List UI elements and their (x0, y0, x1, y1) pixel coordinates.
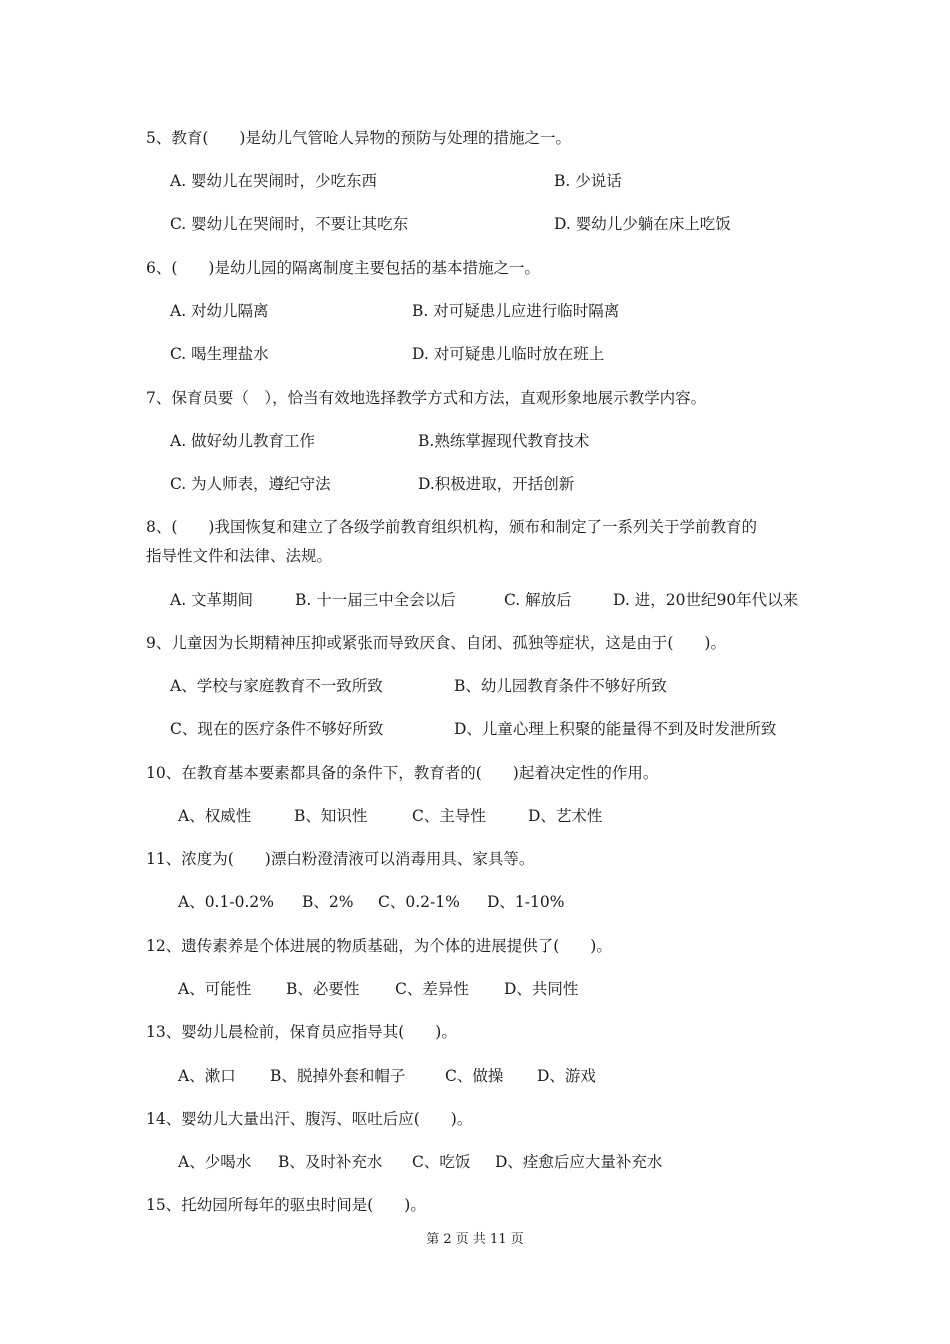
question-5-option-d: D. 婴幼儿少躺在床上吃饭 (554, 215, 731, 233)
question-12-option-a: A、可能性 (178, 980, 252, 998)
question-13-option-b: B、脱掉外套和帽子 (270, 1067, 406, 1085)
question-9-option-b: B、幼儿园教育条件不够好所致 (454, 677, 667, 695)
question-9-option-d: D、儿童心理上积聚的能量得不到及时发泄所致 (454, 720, 777, 738)
question-12-option-b: B、必要性 (286, 980, 360, 998)
question-12-option-d: D、共同性 (504, 980, 579, 998)
question-9-option-c: C、现在的医疗条件不够好所致 (170, 720, 384, 738)
question-11-option-a: A、0.1-0.2% (178, 893, 274, 911)
question-6-option-a: A. 对幼儿隔离 (170, 302, 269, 320)
question-7-option-b: B.熟练掌握现代教育技术 (418, 432, 590, 450)
question-13-option-d: D、游戏 (537, 1067, 596, 1085)
question-5-stem: 5、教育( )是幼儿气管呛人异物的预防与处理的措施之一。 (146, 129, 571, 147)
page-number-footer: 第 2 页 共 11 页 (426, 1232, 524, 1247)
question-14-stem: 14、婴幼儿大量出汗、腹泻、呕吐后应( )。 (146, 1110, 473, 1128)
question-9-option-a: A、学校与家庭教育不一致所致 (170, 677, 383, 695)
question-10-option-d: D、艺术性 (528, 807, 603, 825)
question-14-option-b: B、及时补充水 (278, 1153, 383, 1171)
question-11-stem: 11、浓度为( )漂白粉澄清液可以消毒用具、家具等。 (146, 850, 535, 868)
question-15-stem: 15、托幼园所每年的驱虫时间是( )。 (146, 1196, 426, 1214)
question-8-option-d: D. 进，20世纪90年代以来 (613, 591, 799, 609)
question-6-option-d: D. 对可疑患儿临时放在班上 (412, 345, 605, 363)
question-13-option-c: C、做操 (445, 1067, 504, 1085)
question-9-stem: 9、儿童因为长期精神压抑或紧张而导致厌食、自闭、孤独等症状，这是由于( )。 (146, 634, 726, 652)
question-5-option-c: C. 婴幼儿在哭闹时，不要让其吃东 (170, 215, 409, 233)
question-12-stem: 12、遗传素养是个体进展的物质基础，为个体的进展提供了( )。 (146, 937, 612, 955)
question-12-option-c: C、差异性 (395, 980, 469, 998)
question-8-option-c: C. 解放后 (504, 591, 572, 609)
question-14-option-d: D、痊愈后应大量补充水 (495, 1153, 663, 1171)
question-7-stem: 7、保育员要（ ），恰当有效地选择教学方式和方法，直观形象地展示教学内容。 (146, 389, 707, 407)
question-13-stem: 13、婴幼儿晨检前，保育员应指导其( )。 (146, 1023, 457, 1041)
question-6-stem: 6、( )是幼儿园的隔离制度主要包括的基本措施之一。 (146, 259, 540, 277)
question-10-option-a: A、权威性 (178, 807, 252, 825)
question-5-option-a: A. 婴幼儿在哭闹时，少吃东西 (170, 172, 378, 190)
question-5-option-b: B. 少说话 (554, 172, 622, 190)
question-8-stem-line-1: 8、( )我国恢复和建立了各级学前教育组织机构，颁布和制定了一系列关于学前教育的 (146, 518, 757, 536)
question-6-option-b: B. 对可疑患儿应进行临时隔离 (412, 302, 620, 320)
question-6-option-c: C. 喝生理盐水 (170, 345, 269, 363)
question-8-option-a: A. 文革期间 (170, 591, 254, 609)
question-11-option-c: C、0.2-1% (378, 893, 460, 911)
question-8-option-b: B. 十一届三中全会以后 (295, 591, 456, 609)
question-7-option-c: C. 为人师表，遵纪守法 (170, 475, 331, 493)
question-11-option-d: D、1-10% (487, 893, 565, 911)
question-10-stem: 10、在教育基本要素都具备的条件下，教育者的( )起着决定性的作用。 (146, 764, 659, 782)
question-7-option-d: D.积极进取，开括创新 (418, 475, 575, 493)
question-14-option-c: C、吃饭 (412, 1153, 471, 1171)
question-11-option-b: B、2% (302, 893, 354, 911)
question-10-option-c: C、主导性 (412, 807, 486, 825)
question-10-option-b: B、知识性 (294, 807, 368, 825)
question-7-option-a: A. 做好幼儿教育工作 (170, 432, 316, 450)
question-8-stem-line-2: 指导性文件和法律、法规。 (146, 547, 333, 565)
question-13-option-a: A、漱口 (178, 1067, 236, 1085)
question-14-option-a: A、少喝水 (178, 1153, 252, 1171)
